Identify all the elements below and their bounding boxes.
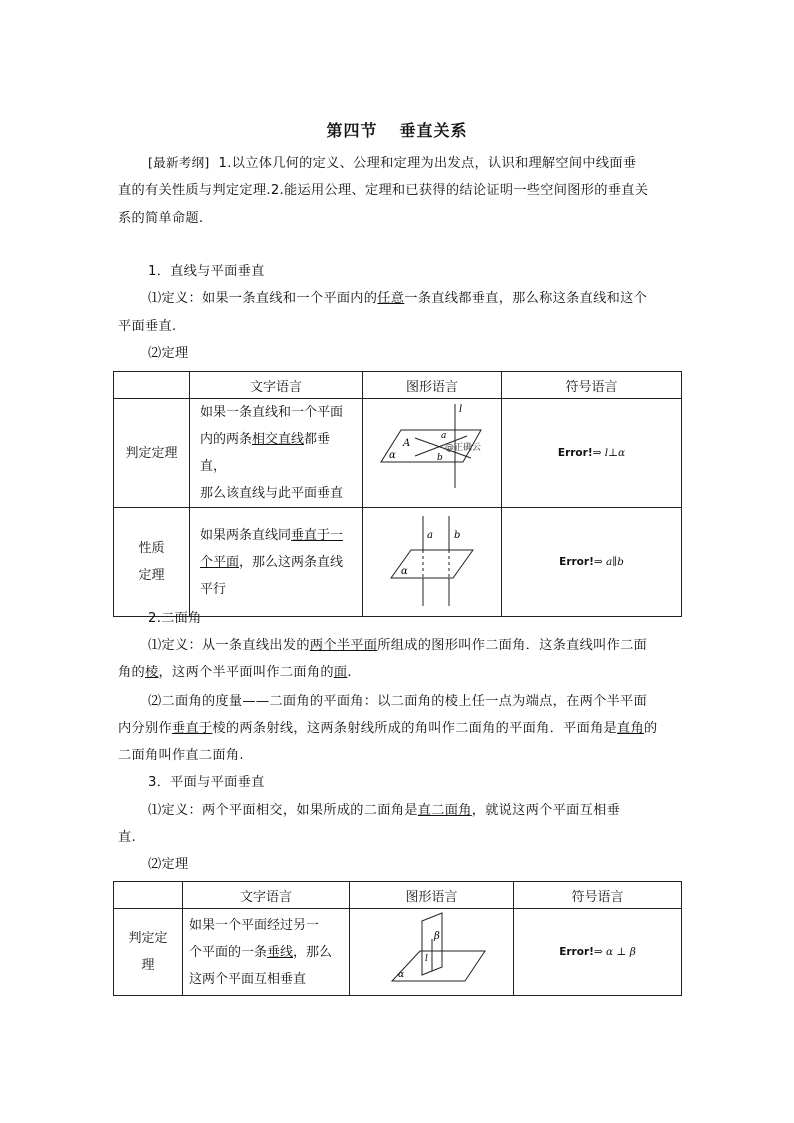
text-span: 个平面的一条 xyxy=(189,944,268,960)
def-underlined: 任意 xyxy=(377,291,405,306)
property-symbol-cell xyxy=(502,508,682,617)
outline-tag: [最新考纲] xyxy=(148,155,210,170)
parallel-perpendicular-lines-diagram xyxy=(363,508,501,612)
watermark-text: @正确云 xyxy=(445,442,482,453)
plane-perpendicular-plane-diagram xyxy=(350,909,513,991)
section1-heading: 1．直线与平面垂直 xyxy=(148,264,265,279)
text-line: 这两个平面互相垂直 xyxy=(189,971,307,987)
criterion-figure-cell xyxy=(363,399,502,508)
label-a: a xyxy=(441,430,447,441)
text-span: 内的两条 xyxy=(200,432,253,447)
section3-heading: 3．平面与平面垂直 xyxy=(148,775,265,790)
symbol-expression: ⇒ α ⊥ β xyxy=(593,946,636,958)
underlined-term: 个平面 xyxy=(200,554,240,570)
row-name-criterion: 判定定理 xyxy=(114,399,190,508)
header-figure-language: 图形语言 xyxy=(350,882,514,909)
outline-line-3: 系的简单命题. xyxy=(118,211,204,226)
symbol-expression: ⇒ l⊥α xyxy=(592,447,626,459)
symbol-error-text: Error! xyxy=(559,556,594,568)
table-corner-cell xyxy=(114,372,190,399)
section3-definition xyxy=(118,797,678,825)
page-title xyxy=(0,118,794,141)
text-line xyxy=(200,426,356,480)
text-span: 都垂直， xyxy=(200,432,331,474)
underlined-term: 面 xyxy=(333,665,348,680)
label-A: A xyxy=(403,437,411,449)
def-text: 一条直线都垂直，那么称这条直线和这个 xyxy=(404,291,648,306)
label-b: b xyxy=(454,530,461,541)
text-line xyxy=(200,522,356,549)
section2-measure-line1: ⑵二面角的度量——二面角的平面角：以二面角的棱上任一点为端点，在两个半平面 xyxy=(148,694,648,709)
criterion-text xyxy=(183,909,350,996)
criterion-text xyxy=(190,399,363,508)
underlined-term: 棱 xyxy=(144,665,159,680)
theorem-table-plane-plane xyxy=(113,881,682,996)
criterion-symbol-cell xyxy=(502,399,682,508)
def-text: ⑴定义：如果一条直线和一个平面内的 xyxy=(148,291,378,306)
underlined-term: 直角 xyxy=(617,721,645,736)
text-span: ，这两个半平面叫作二面角的 xyxy=(158,665,334,680)
row-name-line: 理 xyxy=(141,958,155,973)
text-span: ，那么 xyxy=(293,944,333,960)
title-section-number: 第四节 xyxy=(326,121,378,140)
underlined-term: 两个半平面 xyxy=(309,638,378,653)
header-symbol-language: 符号语言 xyxy=(502,372,682,399)
underlined-term: 相交直线 xyxy=(252,432,305,447)
section2-definition-line2 xyxy=(118,659,678,687)
section3-theorem-label: ⑵定理 xyxy=(148,857,189,872)
theorem-table-line-plane xyxy=(113,371,682,617)
header-text-language: 文字语言 xyxy=(190,372,363,399)
section1-theorem-label: ⑵定理 xyxy=(148,346,189,361)
text-span: 所组成的图形叫作二面角．这条直线叫作二面 xyxy=(377,638,648,653)
label-alpha: α xyxy=(398,970,405,980)
text-span: ，那么这两条直线 xyxy=(239,554,344,570)
text-line: 平行 xyxy=(200,581,227,597)
header-text-language: 文字语言 xyxy=(183,882,350,909)
text-line xyxy=(200,549,356,576)
row-name-line: 性质 xyxy=(138,541,165,556)
section2-measure-line3: 二面角叫作直二面角. xyxy=(118,748,244,763)
label-alpha: α xyxy=(401,566,408,577)
label-l: l xyxy=(459,403,463,415)
underlined-term: 直二面角 xyxy=(417,803,472,818)
text-line: 如果一条直线和一个平面 xyxy=(200,405,344,420)
label-l: l xyxy=(425,954,428,964)
outline-paragraph xyxy=(118,149,678,178)
text-span: ⑴定义：从一条直线出发的 xyxy=(148,638,310,653)
criterion-figure-cell xyxy=(350,909,514,996)
text-span: 的 xyxy=(644,721,658,736)
outline-line-1: 1.以立体几何的定义、公理和定理为出发点，认识和理解空间中线面垂 xyxy=(218,156,637,171)
section2-measure-line2 xyxy=(118,715,678,743)
row-name-line: 判定定 xyxy=(128,931,168,946)
line-perpendicular-plane-diagram xyxy=(363,400,501,503)
row-name-property xyxy=(114,508,190,617)
text-line xyxy=(189,939,343,966)
symbol-expression: ⇒ a∥b xyxy=(593,556,624,568)
underlined-term: 垂直于 xyxy=(171,721,213,736)
property-figure-cell xyxy=(363,508,502,617)
section2-heading: 2.二面角 xyxy=(148,611,202,626)
header-figure-language: 图形语言 xyxy=(363,372,502,399)
outline-line-2: 直的有关性质与判定定理.2.能运用公理、定理和已获得的结论证明一些空间图形的垂直关 xyxy=(118,183,649,198)
symbol-error-text: Error! xyxy=(557,447,593,459)
label-a: a xyxy=(427,530,433,541)
label-b: b xyxy=(437,452,443,463)
title-topic: 垂直关系 xyxy=(399,121,468,140)
header-symbol-language: 符号语言 xyxy=(514,882,682,909)
section1-definition-line2: 平面垂直. xyxy=(118,319,177,334)
table-corner-cell xyxy=(114,882,183,909)
label-alpha: α xyxy=(389,449,396,461)
text-line: 那么该直线与此平面垂直 xyxy=(200,486,344,501)
text-span: 角的 xyxy=(118,665,145,680)
underlined-term: 垂线 xyxy=(267,944,294,960)
section3-definition-line2: 直. xyxy=(118,830,136,845)
row-name-line: 定理 xyxy=(138,568,165,583)
text-span: . xyxy=(347,665,352,680)
property-text xyxy=(190,508,363,617)
text-span: 如果两条直线同 xyxy=(200,527,292,543)
plane-alpha xyxy=(392,951,485,981)
section2-definition xyxy=(118,632,678,660)
criterion-symbol-cell xyxy=(514,909,682,996)
text-span: 内分别作 xyxy=(118,721,172,736)
symbol-error-text: Error! xyxy=(559,946,594,958)
section1-definition xyxy=(118,285,678,313)
row-name-criterion xyxy=(114,909,183,996)
label-beta: β xyxy=(434,931,440,942)
text-span: ⑴定义：两个平面相交，如果所成的二面角是 xyxy=(148,803,418,818)
text-line: 如果一个平面经过另一 xyxy=(189,917,320,933)
text-span: ，就说这两个平面互相垂 xyxy=(471,803,621,818)
underlined-term: 垂直于一 xyxy=(291,527,344,543)
text-span: 棱的两条射线，这两条射线所成的角叫作二面角的平面角．平面角是 xyxy=(212,721,618,736)
